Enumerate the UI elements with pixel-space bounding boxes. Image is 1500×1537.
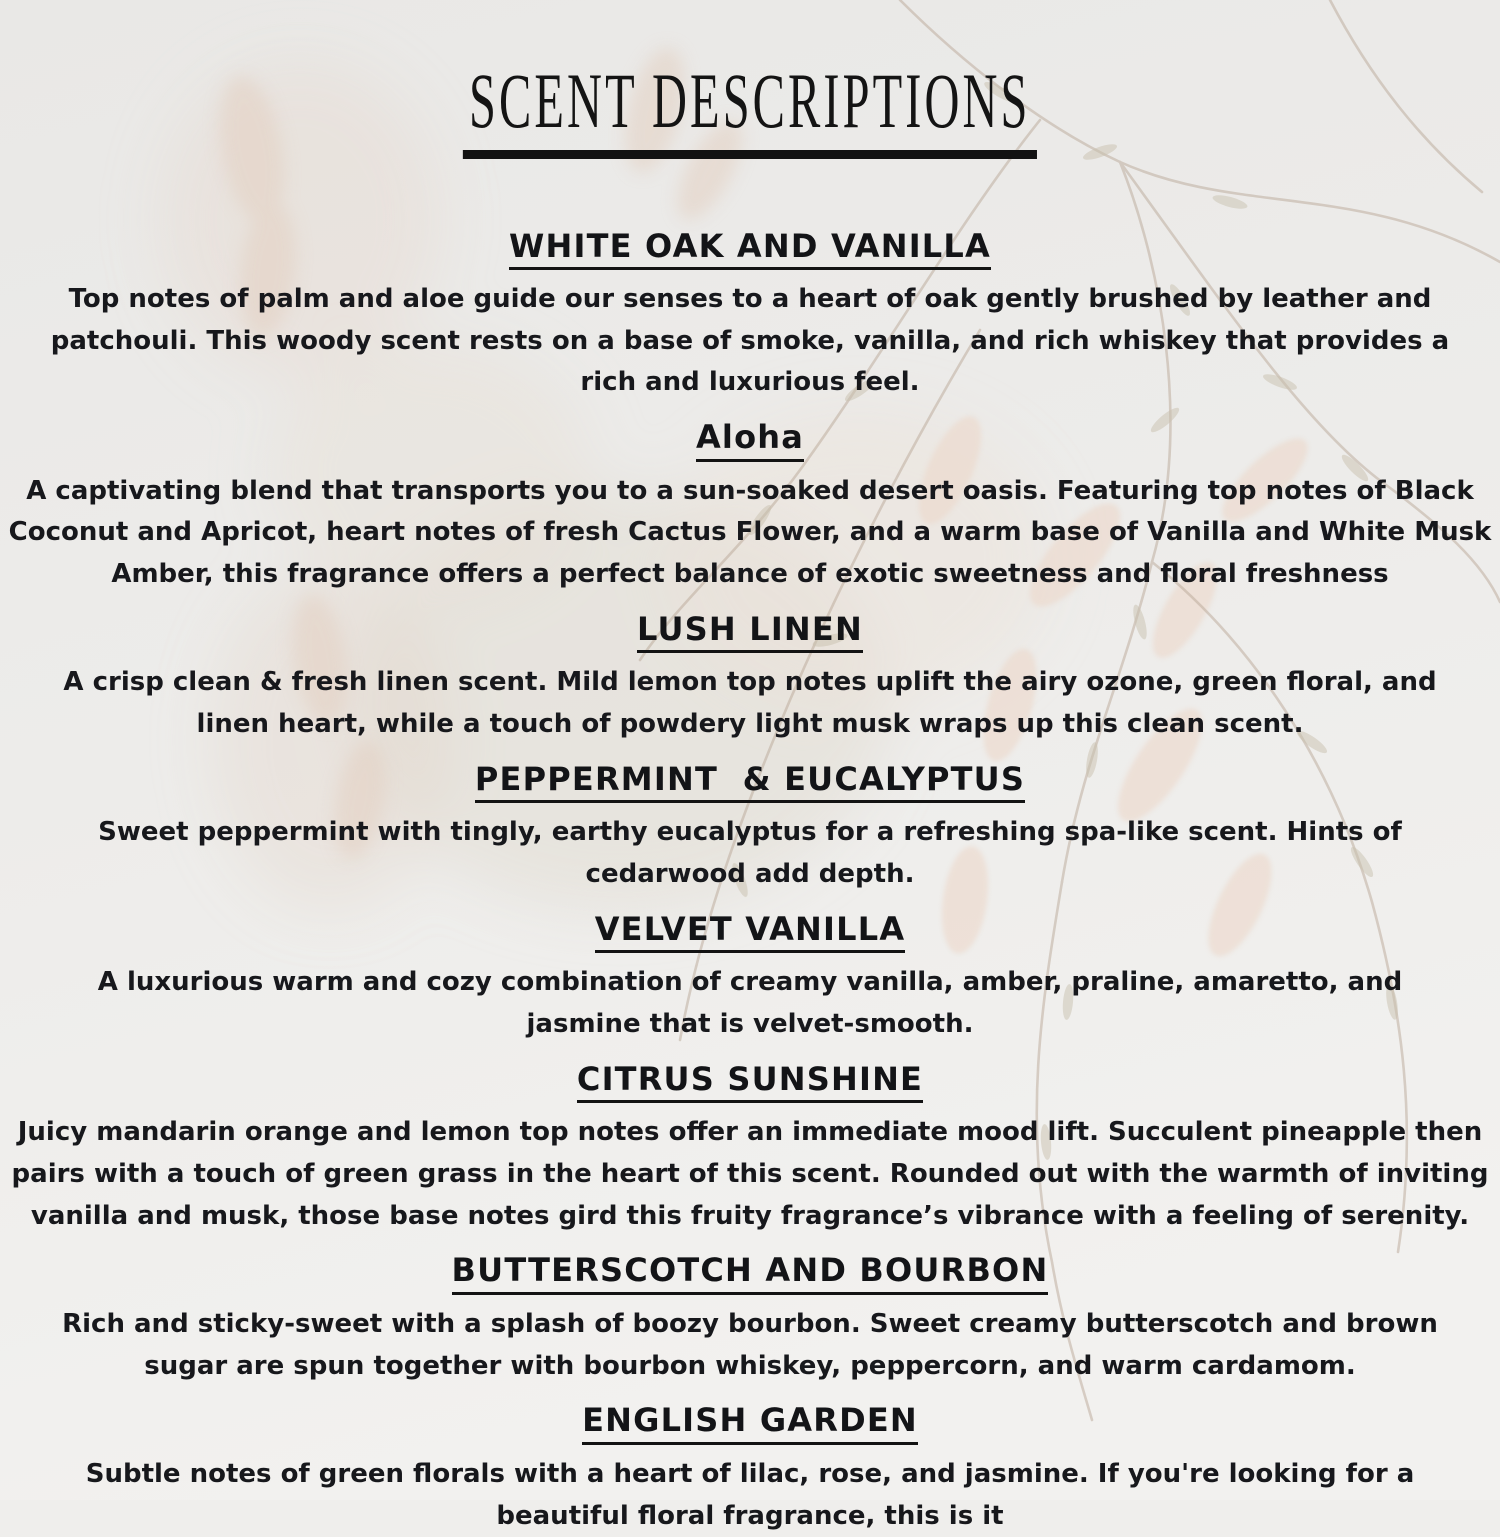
scent-section-white-oak-and-vanilla [0, 228, 1500, 405]
scent-description: A luxurious warm and cozy combination of creamy vanilla, amber, praline, amaretto, and jasmine that is velvet-smooth. [97, 967, 1403, 1040]
scent-description: Sweet peppermint with tingly, earthy eucalyptus for a refreshing spa-like scent. Hints of cedarwood add depth. [98, 817, 1402, 890]
scent-description: Top notes of palm and aloe guide our senses to a heart of oak gently brushed by leather and patchouli. This woody scent rests on a base of smoke, vanilla, and rich whiskey that provides a rich and luxurious feel. [50, 284, 1450, 398]
scent-description: Subtle notes of green florals with a heart of lilac, rose, and jasmine. If you're looking for a beautiful floral fragrance, this is it [85, 1458, 1415, 1531]
scent-section-peppermint-eucalyptus [0, 761, 1500, 896]
scent-heading: PEPPERMINT & EUCALYPTUS [475, 761, 1025, 804]
scent-description: Rich and sticky-sweet with a splash of boozy bourbon. Sweet creamy butterscotch and brown sugar are spun together with bourbon whiskey, peppercorn, and warm cardamom. [62, 1308, 1438, 1381]
scent-section-velvet-vanilla [0, 911, 1500, 1046]
scent-heading: VELVET VANILLA [595, 911, 906, 954]
scent-heading: ENGLISH GARDEN [582, 1402, 918, 1445]
scent-section-butterscotch-and-bourbon [0, 1252, 1500, 1387]
scent-heading: BUTTERSCOTCH AND BOURBON [452, 1252, 1049, 1295]
scent-description: A captivating blend that transports you to a sun-soaked desert oasis. Featuring top notes of Black Coconut and Apricot, heart notes of fresh Cactus Flower, and a warm base of Vanilla and White Musk Amber, this fragrance offers a perfect balance of exotic sweetness and floral freshness [8, 475, 1492, 590]
scent-section-english-garden [0, 1402, 1500, 1537]
scent-heading: WHITE OAK AND VANILLA [509, 228, 991, 271]
scent-section-lush-linen [0, 611, 1500, 746]
scent-section-aloha [0, 419, 1500, 596]
scent-heading: Aloha [696, 419, 804, 462]
page-header [0, 6, 1500, 212]
scent-description: Juicy mandarin orange and lemon top notes offer an immediate mood lift. Succulent pineapple then pairs with a touch of green grass in the heart of this scent. Rounded out with the warmth of inviting vanilla and musk, those base notes gird this fruity fragrance’s vibrance with a feeling of serenity. [11, 1117, 1489, 1231]
page-title: SCENT DESCRIPTIONS [463, 58, 1037, 159]
scent-heading: LUSH LINEN [637, 611, 863, 654]
scent-description: A crisp clean & fresh linen scent. Mild lemon top notes uplift the airy ozone, green floral, and linen heart, while a touch of powdery light musk wraps up this clean scent. [63, 667, 1437, 740]
scent-section-citrus-sunshine [0, 1061, 1500, 1238]
scent-heading: CITRUS SUNSHINE [577, 1061, 923, 1104]
